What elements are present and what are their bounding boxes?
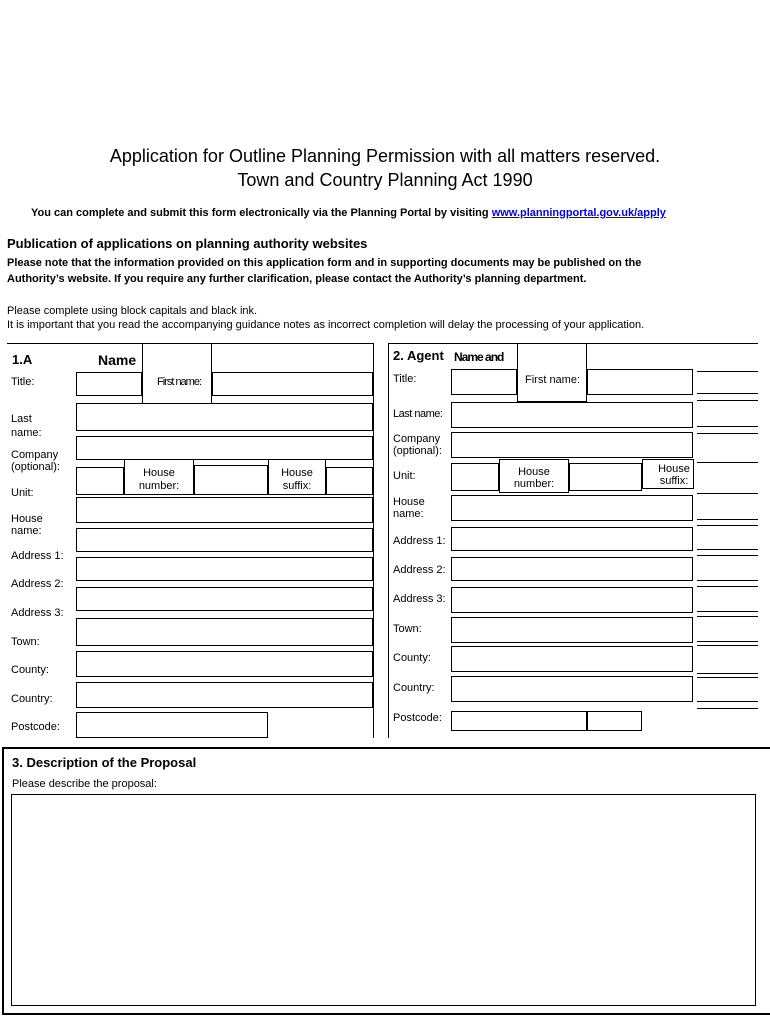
house-number-label-2: number:: [138, 480, 180, 492]
margin-rule: [697, 708, 758, 709]
agent-county-field[interactable]: [451, 646, 693, 672]
agent-town-field[interactable]: [451, 617, 693, 643]
agent-house-name-label-1: House: [393, 496, 425, 508]
agent-postcode-field[interactable]: [451, 711, 587, 731]
applicant-address1-field[interactable]: [76, 528, 373, 552]
section-1-heading-name: Name: [98, 352, 137, 368]
agent-house-suffix-label-2: suffix:: [659, 475, 689, 487]
address1-label: Address 1:: [11, 550, 64, 562]
portal-notice: [31, 207, 666, 219]
first-name-label-box: [142, 343, 212, 404]
agent-town-label: Town:: [393, 623, 422, 635]
form-subtitle: Town and Country Planning Act 1990: [237, 170, 533, 190]
margin-rule: [697, 493, 758, 494]
section-2-number: 2. Agent: [393, 348, 444, 363]
applicant-first-name-field[interactable]: [212, 372, 373, 396]
agent-postcode-label: Postcode:: [393, 712, 442, 724]
first-name-label: First name:: [157, 376, 202, 388]
house-suffix-label-2: suffix:: [282, 480, 312, 492]
margin-rule: [697, 701, 758, 702]
margin-rule: [697, 433, 758, 434]
applicant-unit-field[interactable]: [76, 467, 124, 495]
agent-address1-label: Address 1:: [393, 535, 446, 547]
section-1-number: 1.A: [12, 352, 33, 367]
agent-address3-label: Address 3:: [393, 593, 446, 605]
margin-rule: [697, 549, 758, 550]
margin-rule: [697, 645, 758, 646]
publication-note-2: Authority’s website. If you require any further clarification, please contact the Authority’s planning department.: [7, 273, 587, 285]
proposal-description-field[interactable]: [11, 794, 756, 1006]
applicant-last-name-field[interactable]: [76, 403, 373, 431]
house-name-label-2: name:: [11, 525, 42, 537]
applicant-address3-field[interactable]: [76, 587, 373, 611]
applicant-address2-field[interactable]: [76, 557, 373, 581]
agent-house-name-field[interactable]: [451, 495, 693, 521]
applicant-town-field[interactable]: [76, 618, 373, 646]
agent-title-field[interactable]: [451, 369, 517, 395]
margin-rule: [697, 677, 758, 678]
title-label: Title:: [11, 376, 35, 388]
company-label-2: (optional):: [11, 461, 60, 473]
applicant-house-number-field[interactable]: [194, 465, 268, 495]
instruction-2: It is important that you read the accompanying guidance notes as incorrect completion will delay the processing of your application.: [7, 319, 645, 331]
section-1-right-rule: [373, 343, 374, 738]
agent-last-name-field[interactable]: [451, 402, 693, 428]
agent-house-number-field[interactable]: [569, 463, 642, 491]
applicant-county-field[interactable]: [76, 651, 373, 677]
agent-house-number-label-1: House: [518, 466, 550, 478]
agent-address3-field[interactable]: [451, 587, 693, 613]
applicant-postcode-field[interactable]: [76, 712, 268, 738]
margin-rule: [697, 580, 758, 581]
agent-postcode-extra-field[interactable]: [587, 711, 642, 731]
applicant-title-field[interactable]: [76, 372, 142, 396]
agent-title-label: Title:: [393, 373, 417, 385]
house-number-label-1: House: [143, 467, 175, 479]
margin-rule: [697, 673, 758, 674]
postcode-label: Postcode:: [11, 721, 60, 733]
publication-note-1: Please note that the information provided on this application form and in supporting documents may be published on the: [7, 257, 642, 269]
house-suffix-label-1: House: [281, 467, 313, 479]
house-name-label-1: House: [11, 513, 43, 525]
country-label: Country:: [11, 693, 53, 705]
margin-rule: [697, 525, 758, 526]
section-2-heading-name: Name and: [454, 350, 504, 364]
applicant-company-field[interactable]: [76, 436, 373, 460]
agent-country-field[interactable]: [451, 676, 693, 702]
last-name-label-1: Last: [11, 413, 32, 425]
agent-county-label: County:: [393, 652, 431, 664]
last-name-label-2: name:: [11, 427, 42, 439]
agent-unit-field[interactable]: [451, 463, 499, 491]
margin-rule: [697, 400, 758, 401]
agent-unit-label: Unit:: [393, 470, 416, 482]
address2-label: Address 2:: [11, 578, 64, 590]
margin-rule: [697, 555, 758, 556]
agent-house-name-label-2: name:: [393, 508, 424, 520]
agent-first-name-label: First name:: [525, 374, 581, 386]
agent-last-name-label: Last name:: [393, 408, 443, 420]
margin-rule: [697, 393, 758, 394]
town-label: Town:: [11, 636, 40, 648]
county-label: County:: [11, 664, 49, 676]
margin-rule: [697, 586, 758, 587]
applicant-house-name-field[interactable]: [76, 497, 373, 523]
margin-rule: [697, 462, 758, 463]
agent-first-name-label-box: [517, 343, 587, 402]
agent-house-number-label-2: number:: [513, 478, 555, 490]
publication-heading: Publication of applications on planning authority websites: [7, 236, 368, 251]
agent-address2-field[interactable]: [451, 557, 693, 581]
agent-address2-label: Address 2:: [393, 564, 446, 576]
margin-rule: [697, 519, 758, 520]
section-3-heading: 3. Description of the Proposal: [12, 755, 197, 770]
portal-notice-text: You can complete and submit this form electronically via the Planning Portal by visiting: [31, 207, 489, 219]
agent-country-label: Country:: [393, 682, 435, 694]
agent-house-suffix-label-1: House: [658, 463, 690, 475]
margin-rule: [697, 611, 758, 612]
agent-company-label-1: Company: [393, 433, 441, 445]
applicant-house-suffix-field[interactable]: [326, 467, 373, 495]
address3-label: Address 3:: [11, 607, 64, 619]
agent-first-name-field[interactable]: [587, 369, 693, 395]
section-3-prompt: Please describe the proposal:: [12, 778, 157, 790]
margin-rule: [697, 641, 758, 642]
margin-rule: [697, 426, 758, 427]
form-title: Application for Outline Planning Permission with all matters reserved.: [109, 146, 661, 166]
agent-address1-field[interactable]: [451, 527, 693, 551]
planning-portal-link[interactable]: www.planningportal.gov.uk/apply: [491, 207, 666, 219]
section-2-left-rule: [388, 343, 389, 738]
unit-label: Unit:: [11, 487, 34, 499]
agent-company-field[interactable]: [451, 432, 693, 458]
margin-rule: [697, 371, 758, 372]
agent-company-label-2: (optional):: [393, 445, 442, 457]
applicant-country-field[interactable]: [76, 682, 373, 708]
margin-rule: [697, 616, 758, 617]
company-label-1: Company: [11, 449, 59, 461]
instruction-1: Please complete using block capitals and black ink.: [7, 305, 258, 317]
